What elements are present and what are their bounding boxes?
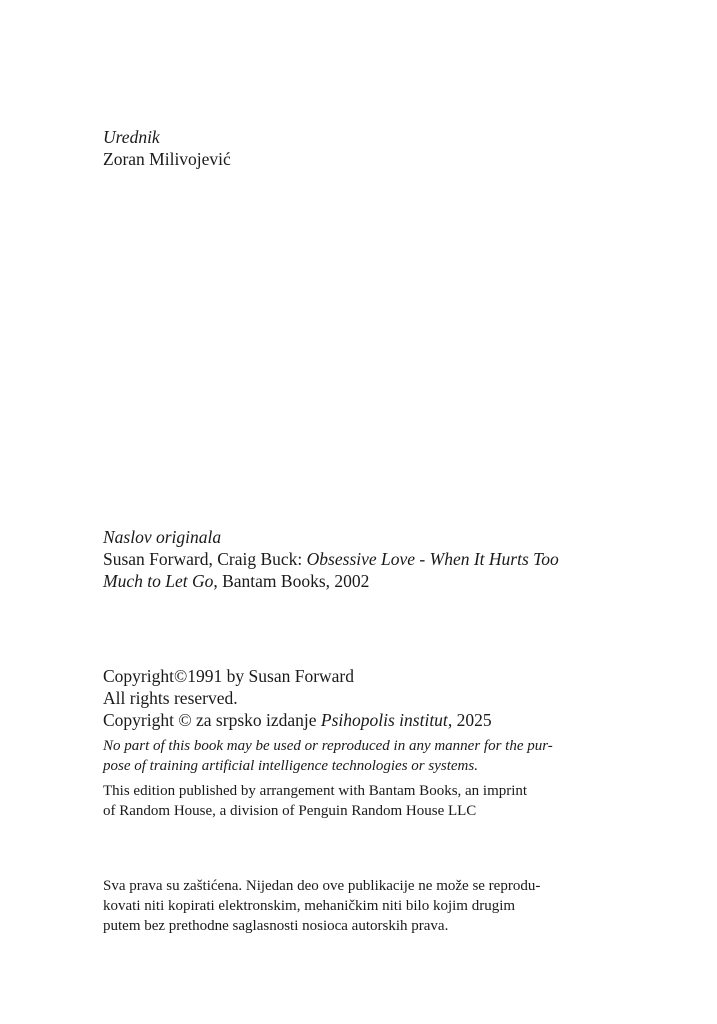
rights-line-1: Sva prava su zaštićena. Nijedan deo ove publikacije ne može se reprodu- xyxy=(103,878,541,894)
original-title-label: Naslov originala xyxy=(103,527,222,547)
copyright-serbian-prefix: Copyright © za srpsko izdanje xyxy=(103,710,321,730)
editor-label: Urednik xyxy=(103,127,160,147)
rights-line-3: putem bez prethodne saglasnosti nosioca autorskih prava. xyxy=(103,918,449,934)
rights-notice xyxy=(103,876,623,936)
original-title-line-1 xyxy=(103,548,623,570)
copyright-serbian-publisher: Psihopolis institut xyxy=(320,710,448,730)
original-title-part-2: Much to Let Go xyxy=(103,571,214,591)
rights-line-2: kovati niti kopirati elektronskim, mehaničkim niti bilo kojim drugim xyxy=(103,898,516,914)
copyright-line-2: All rights reserved. xyxy=(103,688,238,708)
editor-credit xyxy=(103,126,623,170)
original-title-credit xyxy=(103,526,623,592)
original-title-part-1: Obsessive Love - When It Hurts Too xyxy=(306,549,559,569)
copyright-section xyxy=(103,665,623,821)
copyright-line-3 xyxy=(103,709,623,731)
edition-line-2: of Random House, a division of Penguin Random House LLC xyxy=(103,803,477,819)
editor-name: Zoran Milivojević xyxy=(103,149,231,169)
copyright-line-1: Copyright©1991 by Susan Forward xyxy=(103,666,354,686)
ai-notice-line-1: No part of this book may be used or reproduced in any manner for the pur- xyxy=(103,738,553,754)
edition-line-1: This edition published by arrangement with Bantam Books, an imprint xyxy=(103,783,528,799)
original-publisher: , Bantam Books, 2002 xyxy=(213,571,370,591)
original-authors: Susan Forward, Craig Buck: xyxy=(103,549,307,569)
ai-notice-line-2: pose of training artificial intelligence technologies or systems. xyxy=(103,758,478,774)
copyright-serbian-year: , 2025 xyxy=(447,710,492,730)
original-title-line-2 xyxy=(103,570,623,592)
